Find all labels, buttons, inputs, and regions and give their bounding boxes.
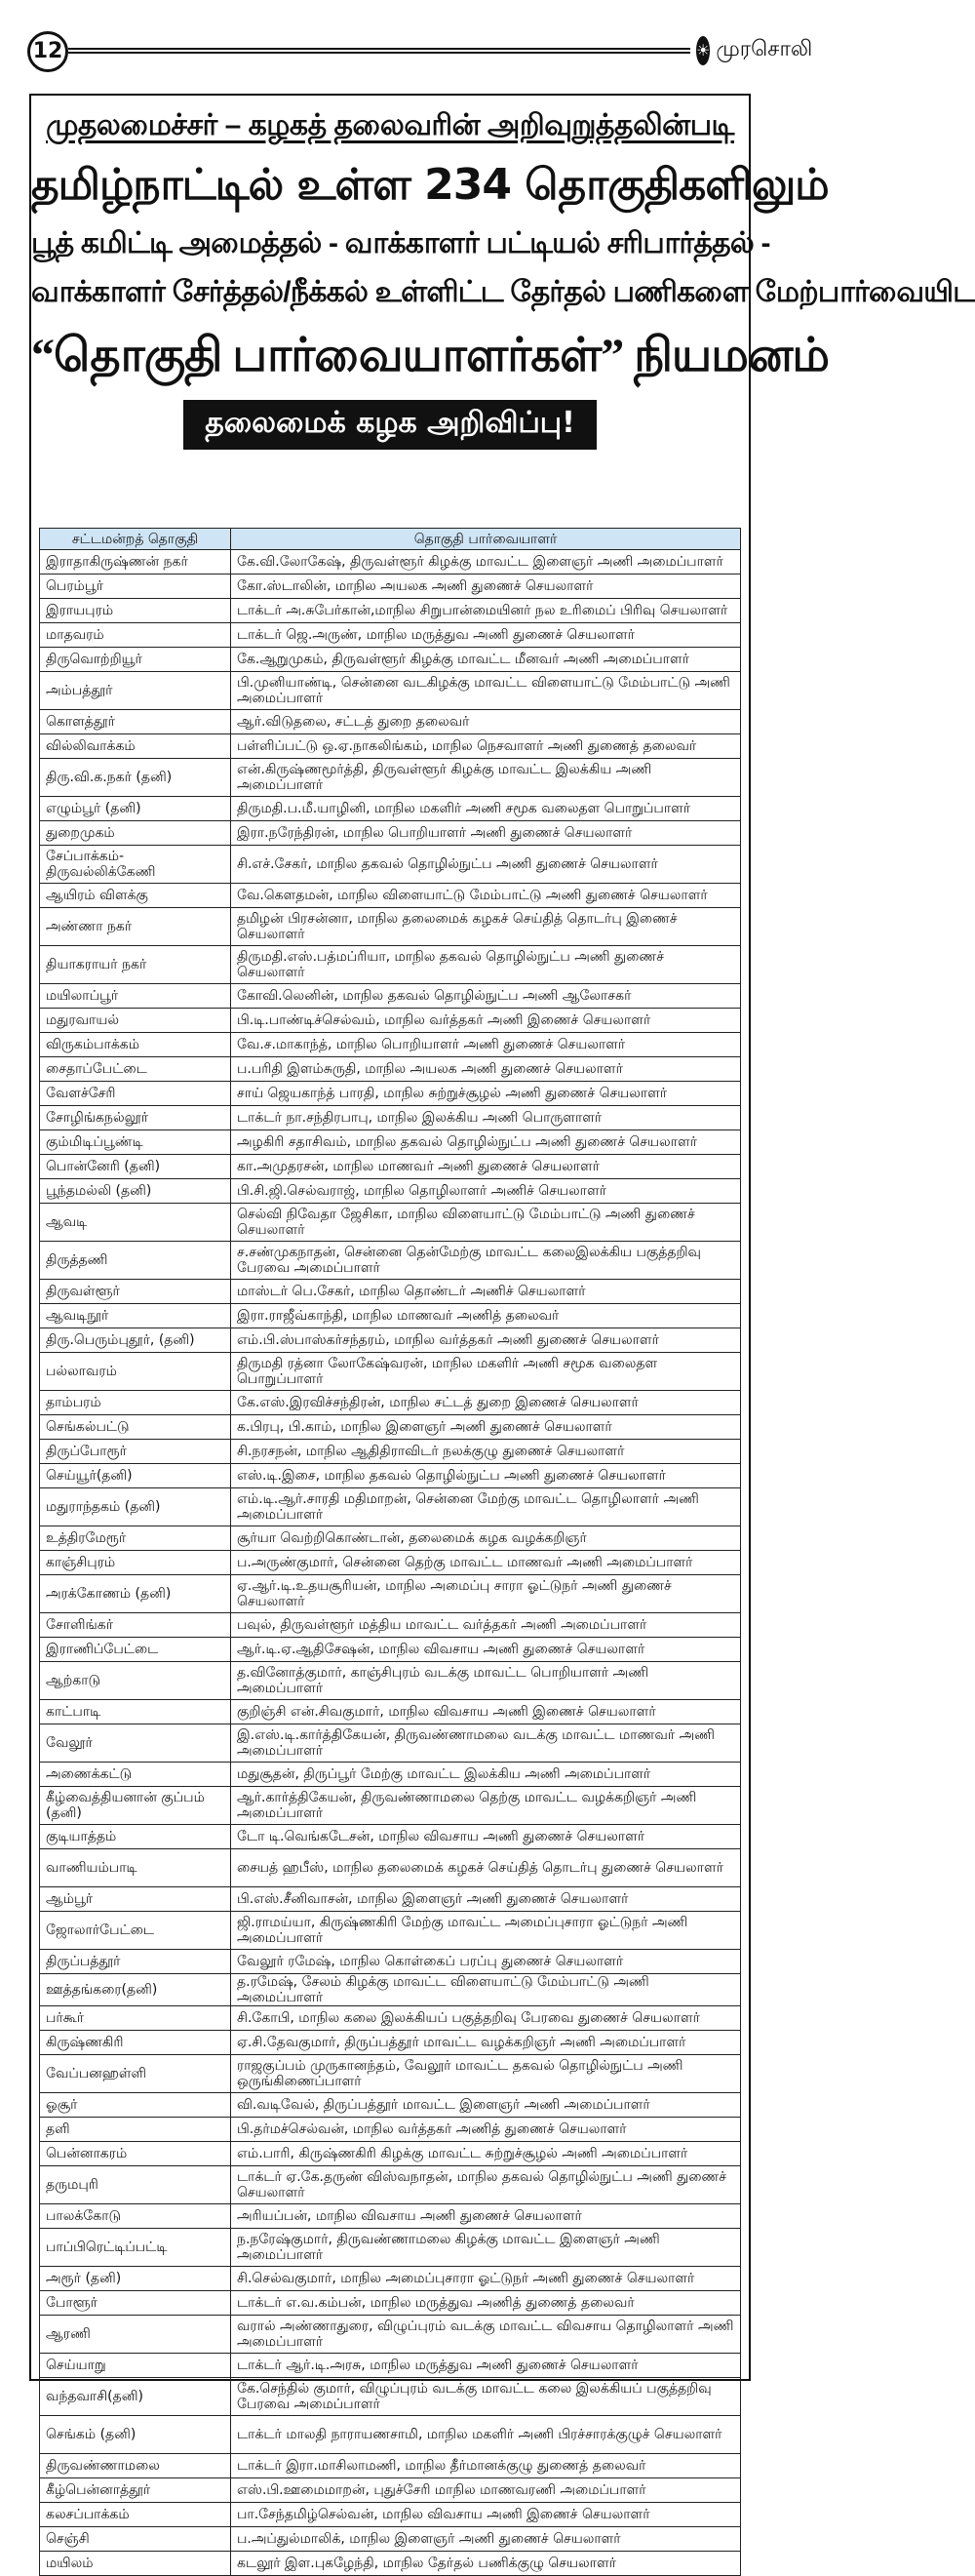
table-row <box>40 2267 741 2291</box>
table-row <box>40 2354 741 2378</box>
observer-cell: ஏ.ஆர்.டி.உதயசூரியன், மாநில அமைப்பு சாரா ஓட்டுநர் அணி துணைச் செயலாளர் <box>231 1575 741 1613</box>
constituency-cell: விருகம்பாக்கம் <box>40 1033 231 1057</box>
table-row <box>40 575 741 599</box>
column-header-observer: தொகுதி பார்வையாளர் <box>231 529 741 550</box>
observer-cell: வே.கௌதமன், மாநில விளையாட்டு மேம்பாட்டு அணி துணைச் செயலாளர் <box>231 884 741 908</box>
table-row <box>40 1974 741 2006</box>
constituency-cell: அண்ணா நகர் <box>40 908 231 946</box>
observer-cell: டாக்டர் ஆர்.டி.அரசு, மாநில மருத்துவ அணி துணைச் செயலாளர் <box>231 2354 741 2378</box>
publication-name: முரசொலி <box>716 37 813 61</box>
observer-cell: கே.எஸ்.இரவிச்சந்திரன், மாநில சட்டத் துறை இணைச் செயலாளர் <box>231 1391 741 1415</box>
notice-subtitle: முதலமைச்சர் – கழகத் தலைவரின் அறிவுறுத்தலின்படி <box>46 109 734 141</box>
table-row <box>40 1912 741 1950</box>
observer-cell: ஜி.ராமய்யா, கிருஷ்ணகிரி மேற்கு மாவட்ட அமைப்புசாரா ஓட்டுநர் அணி அமைப்பாளர் <box>231 1912 741 1950</box>
constituency-cell: வாணியம்பாடி <box>40 1849 231 1887</box>
table-row <box>40 1009 741 1033</box>
table-row <box>40 648 741 672</box>
table-row <box>40 2166 741 2204</box>
constituency-cell: ஓசூர் <box>40 2093 231 2118</box>
constituency-cell: மயிலம் <box>40 2552 231 2576</box>
constituency-cell: திருவண்ணாமலை <box>40 2454 231 2478</box>
table-row <box>40 1724 741 1763</box>
observer-cell: ந.நரேஷ்குமார், திருவண்ணாமலை கிழக்கு மாவட்ட இளைஞர் அணி அமைப்பாளர் <box>231 2229 741 2267</box>
constituency-cell: கும்மிடிப்பூண்டி <box>40 1130 231 1155</box>
observer-cell: கே.செந்தில் குமார், விழுப்புரம் வடக்கு மாவட்ட கலை இலக்கியப் பகுத்தறிவு பேரவை அமைப்பாளர் <box>231 2378 741 2416</box>
observer-cell: கோ.ஸ்டாலின், மாநில அயலக அணி துணைச் செயலாளர் <box>231 575 741 599</box>
table-row <box>40 984 741 1009</box>
table-row <box>40 1849 741 1887</box>
table-row <box>40 2229 741 2267</box>
table-row <box>40 2118 741 2142</box>
table-row <box>40 623 741 648</box>
observer-cell: சி.நரசநன், மாநில ஆதிதிராவிடர் நலக்குழு துணைச் செயலாளர் <box>231 1440 741 1464</box>
table-row <box>40 1526 741 1551</box>
observer-cell: ராஜகுப்பம் முருகானந்தம், வேலூர் மாவட்ட தகவல் தொழில்நுட்ப அணி ஒருங்கிணைப்பாளர் <box>231 2055 741 2093</box>
constituency-cell: இராயபுரம் <box>40 599 231 623</box>
notice-header <box>31 96 975 450</box>
table-row <box>40 821 741 846</box>
constituency-cell: மதுராந்தகம் (தனி) <box>40 1488 231 1526</box>
observer-cell: குறிஞ்சி என்.சிவகுமார், மாநில விவசாய அணி இணைச் செயலாளர் <box>231 1700 741 1724</box>
observer-cell: இரா.ராஜீவ்காந்தி, மாநில மாணவர் அணித் தலைவர் <box>231 1304 741 1328</box>
constituency-cell: பொன்னேரி (தனி) <box>40 1155 231 1179</box>
observer-cell: டாக்டர் ஏ.கே.தருண் விஸ்வநாதன், மாநில தகவல் தொழில்நுட்ப அணி துணைச் செயலாளர் <box>231 2166 741 2204</box>
constituency-cell: சைதாப்பேட்டை <box>40 1057 231 1082</box>
constituency-cell: தாம்பரம் <box>40 1391 231 1415</box>
observer-cell: ப.அப்துல்மாலிக், மாநில இளைஞர் அணி துணைச் செயலாளர் <box>231 2527 741 2552</box>
observer-cell: டாக்டர் எ.வ.கம்பன், மாநில மருத்துவ அணித் துணைத் தலைவர் <box>231 2291 741 2316</box>
table-row <box>40 1082 741 1106</box>
observer-cell: சி.கோபி, மாநில கலை இலக்கியப் பகுத்தறிவு பேரவை துணைச் செயலாளர் <box>231 2006 741 2031</box>
observer-cell: ஆர்.விடுதலை, சட்டத் துறை தலைவர் <box>231 710 741 734</box>
observer-cell: இ.எஸ்.டி.கார்த்திகேயன், திருவண்ணாமலை வடக்கு மாவட்ட மாணவர் அணி அமைப்பாளர் <box>231 1724 741 1763</box>
constituency-cell: பூந்தமல்லி (தனி) <box>40 1179 231 1204</box>
observer-table-wrap <box>39 528 741 2571</box>
constituency-cell: காஞ்சிபுரம் <box>40 1551 231 1575</box>
observer-cell: பி.எஸ்.சீனிவாசன், மாநில இளைஞர் அணி துணைச் செயலாளர் <box>231 1887 741 1912</box>
constituency-cell: கீழ்பென்னாத்தூர் <box>40 2478 231 2503</box>
observer-cell: டாக்டர் நா.சந்திரபாபு, மாநில இலக்கிய அணி பொருளாளர் <box>231 1106 741 1130</box>
observer-cell: ஏ.சி.தேவகுமார், திருப்பத்தூர் மாவட்ட வழக்கறிஞர் அணி அமைப்பாளர் <box>231 2031 741 2055</box>
table-row <box>40 1763 741 1787</box>
observer-cell: வே.ச.மாகாந்த், மாநில பொறியாளர் அணி துணைச் செயலாளர் <box>231 1033 741 1057</box>
table-row <box>40 1825 741 1849</box>
table-row <box>40 1033 741 1057</box>
observer-cell: அரியப்பன், மாநில விவசாய அணி துணைச் செயலாளர் <box>231 2204 741 2229</box>
observer-cell: ப.அருண்குமார், சென்னை தெற்கு மாவட்ட மாணவர் அணி அமைப்பாளர் <box>231 1551 741 1575</box>
observer-cell: இரா.நரேந்திரன், மாநில பொறியாளர் அணி துணைச் செயலாளர் <box>231 821 741 846</box>
constituency-cell: ஆவடி <box>40 1204 231 1242</box>
table-row <box>40 672 741 710</box>
constituency-cell: ஆரணி <box>40 2316 231 2354</box>
notice-headline: தமிழ்நாட்டில் உள்ள 234 தொகுதிகளிலும் <box>31 160 829 210</box>
constituency-cell: பெரம்பூர் <box>40 575 231 599</box>
table-row <box>40 2552 741 2576</box>
observer-cell: எம்.டி.ஆர்.சாரதி மதிமாறன், சென்னை மேற்கு மாவட்ட தொழிலாளர் அணி அமைப்பாளர் <box>231 1488 741 1526</box>
sun-logo-icon: ☀ <box>696 36 710 65</box>
observer-cell: கா.அமுதரசன், மாநில மாணவர் அணி துணைச் செயலாளர் <box>231 1155 741 1179</box>
constituency-cell: தருமபுரி <box>40 2166 231 2204</box>
table-row <box>40 946 741 984</box>
observer-cell: எஸ்.பி.ஊமைமாறன், புதுச்சேரி மாநில மாணவரணி அமைப்பாளர் <box>231 2478 741 2503</box>
constituency-cell: உத்திரமேரூர் <box>40 1526 231 1551</box>
constituency-cell: செங்கம் (தனி) <box>40 2416 231 2454</box>
observer-cell: டாக்டர் இரா.மாசிலாமணி, மாநில தீர்மானக்குழு துணைத் தலைவர் <box>231 2454 741 2478</box>
constituency-cell: இராணிப்பேட்டை <box>40 1638 231 1662</box>
constituency-cell: பாப்பிரெட்டிப்பட்டி <box>40 2229 231 2267</box>
observer-cell: கே.ஆறுமுகம், திருவள்ளூர் கிழக்கு மாவட்ட மீனவர் அணி அமைப்பாளர் <box>231 648 741 672</box>
table-row <box>40 1787 741 1825</box>
observer-cell: திருமதி.எஸ்.பத்மப்ரியா, மாநில தகவல் தொழில்நுட்ப அணி துணைச் செயலாளர் <box>231 946 741 984</box>
table-row <box>40 2093 741 2118</box>
constituency-cell: தளி <box>40 2118 231 2142</box>
observer-cell: த.ரமேஷ், சேலம் கிழக்கு மாவட்ட விளையாட்டு மேம்பாட்டு அணி அமைப்பாளர் <box>231 1974 741 2006</box>
table-row <box>40 1280 741 1304</box>
constituency-cell: வேளச்சேரி <box>40 1082 231 1106</box>
observer-cell: கோவி.லெனின், மாநில தகவல் தொழில்நுட்ப அணி ஆலோசகர் <box>231 984 741 1009</box>
table-row <box>40 1179 741 1204</box>
observer-cell: திருமதி.ப.மீ.யாழினி, மாநில மகளிர் அணி சமூக வலைதள பொறுப்பாளர் <box>231 797 741 821</box>
table-row <box>40 1391 741 1415</box>
observer-cell: சையத் ஹபீஸ், மாநில தலைமைக் கழகச் செய்தித் தொடர்பு துணைச் செயலாளர் <box>231 1849 741 1887</box>
constituency-cell: மாதவரம் <box>40 623 231 648</box>
constituency-cell: திரு.வி.க.நகர் (தனி) <box>40 759 231 797</box>
notice-line-1: பூத் கமிட்டி அமைத்தல் - வாக்காளர் பட்டியல் சரிபார்த்தல் - <box>31 227 770 259</box>
observer-cell: செல்வி நிவேதா ஜேசிகா, மாநில விளையாட்டு மேம்பாட்டு அணி துணைச் செயலாளர் <box>231 1204 741 1242</box>
constituency-cell: அணைக்கட்டு <box>40 1763 231 1787</box>
table-row <box>40 846 741 884</box>
table-row <box>40 1328 741 1353</box>
table-row <box>40 2378 741 2416</box>
observer-cell: பி.சி.ஜி.செல்வராஜ், மாநில தொழிலாளர் அணிச் செயலாளர் <box>231 1179 741 1204</box>
observer-cell: மதுசூதன், திருப்பூர் மேற்கு மாவட்ட இலக்கிய அணி அமைப்பாளர் <box>231 1763 741 1787</box>
table-row <box>40 759 741 797</box>
observer-cell: கடலூர் இள.புகழேந்தி, மாநில தேர்தல் பணிக்குழு செயலாளர் <box>231 2552 741 2576</box>
table-row <box>40 599 741 623</box>
observer-cell: ப.பரிதி இளம்சுருதி, மாநில அயலக அணி துணைச் செயலாளர் <box>231 1057 741 1082</box>
observer-cell: கே.வி.லோகேஷ், திருவள்ளூர் கிழக்கு மாவட்ட இளைஞர் அணி அமைப்பாளர் <box>231 550 741 575</box>
table-row <box>40 2416 741 2454</box>
table-row <box>40 1155 741 1179</box>
observer-cell: சூர்யா வெற்றிகொண்டான், தலைமைக் கழக வழக்கறிஞர் <box>231 1526 741 1551</box>
constituency-cell: தியாகராயர் நகர் <box>40 946 231 984</box>
table-row <box>40 1887 741 1912</box>
notice-frame <box>29 94 975 2571</box>
table-row <box>40 2478 741 2503</box>
table-row <box>40 2503 741 2527</box>
table-row <box>40 1304 741 1328</box>
constituency-cell: திருப்பத்தூர் <box>40 1950 231 1974</box>
table-row <box>40 1950 741 1974</box>
page-number: 12 <box>27 31 68 72</box>
observer-cell: சி.செல்வகுமார், மாநில அமைப்புசாரா ஓட்டுநர் அணி துணைச் செயலாளர் <box>231 2267 741 2291</box>
constituency-cell: ஆயிரம் விளக்கு <box>40 884 231 908</box>
constituency-cell: குடியாத்தம் <box>40 1825 231 1849</box>
table-row <box>40 710 741 734</box>
observer-cell: பள்ளிப்பட்டு ஒ.ஏ.நாகலிங்கம், மாநில நெசவாளர் அணி துணைத் தலைவர் <box>231 734 741 759</box>
constituency-cell: ஆம்பூர் <box>40 1887 231 1912</box>
table-header-row <box>40 529 741 550</box>
constituency-cell: அரூர் (தனி) <box>40 2267 231 2291</box>
table-row <box>40 1353 741 1391</box>
observer-table <box>39 528 741 2576</box>
observer-cell: அழகிரி சதாசிவம், மாநில தகவல் தொழில்நுட்ப அணி துணைச் செயலாளர் <box>231 1130 741 1155</box>
table-row <box>40 1551 741 1575</box>
table-row <box>40 1440 741 1464</box>
observer-cell: க.பிரபு, பி.காம், மாநில இளைஞர் அணி துணைச் செயலாளர் <box>231 1415 741 1440</box>
constituency-cell: மதுரவாயல் <box>40 1009 231 1033</box>
constituency-cell: திருவொற்றியூர் <box>40 648 231 672</box>
observer-cell: டாக்டர் மாலதி நாராயணசாமி, மாநில மகளிர் அணி பிரச்சாரக்குழுச் செயலாளர் <box>231 2416 741 2454</box>
table-row <box>40 1204 741 1242</box>
constituency-cell: போளூர் <box>40 2291 231 2316</box>
table-row <box>40 1130 741 1155</box>
table-row <box>40 734 741 759</box>
observer-cell: த.வினோத்குமார், காஞ்சிபுரம் வடக்கு மாவட்ட பொறியாளர் அணி அமைப்பாளர் <box>231 1662 741 1700</box>
constituency-cell: திருவள்ளூர் <box>40 1280 231 1304</box>
table-row <box>40 1242 741 1280</box>
observer-cell: ஆர்.கார்த்திகேயன், திருவண்ணாமலை தெற்கு மாவட்ட வழக்கறிஞர் அணி அமைப்பாளர் <box>231 1787 741 1825</box>
table-row <box>40 1415 741 1440</box>
constituency-cell: திருத்தணி <box>40 1242 231 1280</box>
publication-mark <box>690 29 813 72</box>
constituency-cell: கலசப்பாக்கம் <box>40 2503 231 2527</box>
constituency-cell: வில்லிவாக்கம் <box>40 734 231 759</box>
constituency-cell: ஆவடிநூர் <box>40 1304 231 1328</box>
constituency-cell: சேப்பாக்கம்-திருவல்லிக்கேணி <box>40 846 231 884</box>
observer-cell: சி.எச்.சேகர், மாநில தகவல் தொழில்நுட்ப அணி துணைச் செயலாளர் <box>231 846 741 884</box>
constituency-cell: கிருஷ்ணகிரி <box>40 2031 231 2055</box>
observer-cell: ஆர்.டி.ஏ.ஆதிசேஷன், மாநில விவசாய அணி துணைச் செயலாளர் <box>231 1638 741 1662</box>
observer-cell: மாஸ்டர் பெ.சேகர், மாநில தொண்டர் அணிச் செயலாளர் <box>231 1280 741 1304</box>
constituency-cell: வேப்பனஹள்ளி <box>40 2055 231 2093</box>
table-row <box>40 908 741 946</box>
constituency-cell: அம்பத்தூர் <box>40 672 231 710</box>
table-row <box>40 884 741 908</box>
table-row <box>40 1106 741 1130</box>
constituency-cell: ஊத்தங்கரை(தனி) <box>40 1974 231 2006</box>
observer-cell: ச.சண்முகநாதன், சென்னை தென்மேற்கு மாவட்ட கலைஇலக்கிய பகுத்தறிவு பேரவை அமைப்பாளர் <box>231 1242 741 1280</box>
table-row <box>40 1057 741 1082</box>
table-row <box>40 2031 741 2055</box>
observer-cell: என்.கிருஷ்ணமூர்த்தி, திருவள்ளூர் கிழக்கு மாவட்ட இலக்கிய அணி அமைப்பாளர் <box>231 759 741 797</box>
observer-cell: வி.வடிவேல், திருப்பத்தூர் மாவட்ட இளைஞர் அணி அமைப்பாளர் <box>231 2093 741 2118</box>
table-row <box>40 2055 741 2093</box>
table-row <box>40 550 741 575</box>
column-header-constituency: சட்டமன்றத் தொகுதி <box>40 529 231 550</box>
table-row <box>40 2142 741 2166</box>
observer-cell: பா.சேந்தமிழ்செல்வன், மாநில விவசாய அணி இணைச் செயலாளர் <box>231 2503 741 2527</box>
table-row <box>40 1662 741 1700</box>
observer-cell: வேலூர் ரமேஷ், மாநில கொள்கைப் பரப்பு துணைச் செயலாளர் <box>231 1950 741 1974</box>
constituency-cell: கொளத்தூர் <box>40 710 231 734</box>
table-row <box>40 1613 741 1638</box>
constituency-cell: கீழ்வைத்தியனான் குப்பம் (தனி) <box>40 1787 231 1825</box>
constituency-cell: அரக்கோணம் (தனி) <box>40 1575 231 1613</box>
table-row <box>40 2454 741 2478</box>
observer-cell: எம்.பாரி, கிருஷ்ணகிரி கிழக்கு மாவட்ட சுற்றுச்சூழல் அணி அமைப்பாளர் <box>231 2142 741 2166</box>
page-topbar <box>0 0 813 90</box>
table-row <box>40 1575 741 1613</box>
constituency-cell: சோளிங்கர் <box>40 1613 231 1638</box>
table-row <box>40 1638 741 1662</box>
constituency-cell: செய்யாறு <box>40 2354 231 2378</box>
constituency-cell: பென்னாகரம் <box>40 2142 231 2166</box>
constituency-cell: எழும்பூர் (தனி) <box>40 797 231 821</box>
constituency-cell: பாலக்கோடு <box>40 2204 231 2229</box>
table-row <box>40 1464 741 1488</box>
observer-cell: டோ டி.வெங்கடேசன், மாநில விவசாய அணி துணைச் செயலாளர் <box>231 1825 741 1849</box>
constituency-cell: திரு.பெரும்புதூர், (தனி) <box>40 1328 231 1353</box>
constituency-cell: காட்பாடி <box>40 1700 231 1724</box>
observer-cell: டாக்டர் ஜெ.அருண், மாநில மருத்துவ அணி துணைச் செயலாளர் <box>231 623 741 648</box>
observer-cell: பி.தர்மச்செல்வன், மாநில வர்த்தகர் அணித் துணைச் செயலாளர் <box>231 2118 741 2142</box>
constituency-cell: பர்கூர் <box>40 2006 231 2031</box>
notice-banner: தலைமைக் கழக அறிவிப்பு! <box>183 400 597 450</box>
table-row <box>40 1488 741 1526</box>
table-row <box>40 2527 741 2552</box>
notice-title: “தொகுதி பார்வையாளர்கள்” நியமனம் <box>31 330 829 381</box>
constituency-cell: பல்லாவரம் <box>40 1353 231 1391</box>
header-rule <box>68 48 690 54</box>
constituency-cell: வந்தவாசி(தனி) <box>40 2378 231 2416</box>
notice-line-2: வாக்காளர் சேர்த்தல்/நீக்கல் உள்ளிட்ட தேர்தல் பணிகளை மேற்பார்வையிட <box>31 276 975 308</box>
table-row <box>40 797 741 821</box>
constituency-cell: செங்கல்பட்டு <box>40 1415 231 1440</box>
observer-cell: பி.டி.பாண்டிச்செல்வம், மாநில வர்த்தகர் அணி இணைச் செயலாளர் <box>231 1009 741 1033</box>
constituency-cell: செய்யூர்(தனி) <box>40 1464 231 1488</box>
constituency-cell: ஜோலார்பேட்டை <box>40 1912 231 1950</box>
observer-cell: திருமதி ரத்னா லோகேஷ்வரன், மாநில மகளிர் அணி சமூக வலைதள பொறுப்பாளர் <box>231 1353 741 1391</box>
observer-cell: வரால் அண்ணாதுரை, விழுப்புரம் வடக்கு மாவட்ட விவசாய தொழிலாளர் அணி அமைப்பாளர் <box>231 2316 741 2354</box>
observer-cell: தமிழன் பிரசன்னா, மாநில தலைமைக் கழகச் செய்தித் தொடர்பு இணைச் செயலாளர் <box>231 908 741 946</box>
observer-cell: எம்.பி.ஸ்பாஸ்கர்சந்தரம், மாநில வர்த்தகர் அணி துணைச் செயலாளர் <box>231 1328 741 1353</box>
table-row <box>40 2204 741 2229</box>
table-body <box>40 550 741 2576</box>
observer-cell: பி.முனியாண்டி, சென்னை வடகிழக்கு மாவட்ட விளையாட்டு மேம்பாட்டு அணி அமைப்பாளர் <box>231 672 741 710</box>
constituency-cell: திருப்போரூர் <box>40 1440 231 1464</box>
observer-cell: எஸ்.டி.இசை, மாநில தகவல் தொழில்நுட்ப அணி துணைச் செயலாளர் <box>231 1464 741 1488</box>
table-row <box>40 2316 741 2354</box>
constituency-cell: வேலூர் <box>40 1724 231 1763</box>
constituency-cell: மயிலாப்பூர் <box>40 984 231 1009</box>
observer-cell: டாக்டர் அ.சுபேர்கான்,மாநில சிறுபான்மையினர் நல உரிமைப் பிரிவு செயலாளர் <box>231 599 741 623</box>
observer-cell: சாய் ஜெயகாந்த் பாரதி, மாநில சுற்றுச்சூழல் அணி துணைச் செயலாளர் <box>231 1082 741 1106</box>
table-row <box>40 2006 741 2031</box>
constituency-cell: இராதாகிருஷ்ணன் நகர் <box>40 550 231 575</box>
constituency-cell: துறைமுகம் <box>40 821 231 846</box>
constituency-cell: சோழிங்கநல்லூர் <box>40 1106 231 1130</box>
table-row <box>40 1700 741 1724</box>
constituency-cell: ஆற்காடு <box>40 1662 231 1700</box>
observer-cell: பவுல், திருவள்ளூர் மத்திய மாவட்ட வர்த்தகர் அணி அமைப்பாளர் <box>231 1613 741 1638</box>
constituency-cell: செஞ்சி <box>40 2527 231 2552</box>
table-row <box>40 2291 741 2316</box>
